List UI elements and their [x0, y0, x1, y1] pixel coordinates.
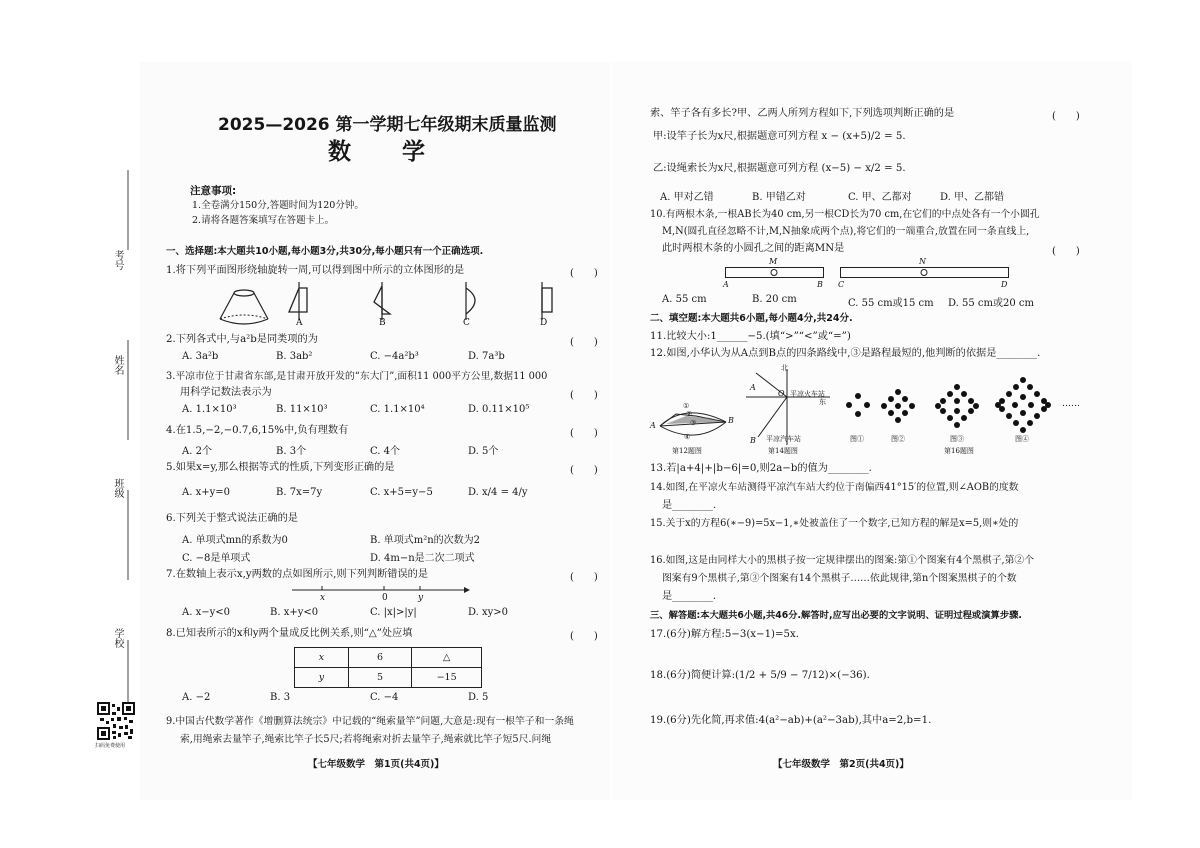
q8-cell-x-2: △ [412, 648, 482, 668]
q8-answer-paren: ( ) [570, 631, 598, 642]
q16-line3: 是________. [662, 591, 717, 602]
q7-axis-x: x [320, 593, 326, 603]
q9-line2: 索,用绳索去量竿子,绳索比竿子长5尺;若将绳索对折去量竿子,绳索就比竿子短5尺.问绳 [180, 734, 552, 745]
fig12-route-1: ① [683, 402, 690, 410]
q5-option-a: A. x+y=0 [182, 487, 230, 498]
q10-label-b: B [817, 280, 823, 289]
fig16-caption-3: 图③ [950, 435, 964, 443]
q1-label-b: B [379, 318, 386, 328]
margin-kaohao: 考号 [112, 250, 123, 270]
q3-option-a: A. 1.1×10³ [182, 404, 237, 415]
q9-yi: 乙:设绳索长为x尺,根据题意可列方程 (x−5) − x/2 = 5. [653, 163, 906, 174]
q1-label-a: A [296, 318, 303, 328]
q4-option-c: C. 4个 [370, 446, 401, 457]
q2-option-a: A. 3a²b [182, 351, 219, 362]
q6-option-a: A. 单项式mn的系数为0 [182, 535, 288, 546]
q13-stem: 13.若|a+4|+|b−6|=0,则2a−b的值为________. [650, 463, 872, 474]
q7-axis-y: y [418, 593, 424, 603]
q1-stem: 1.将下列平面图形绕轴旋转一周,可以得到图中所示的立体图形的是 [166, 265, 465, 276]
notice-item-1: 1.全卷满分150分,答题时间为120分钟。 [192, 200, 364, 211]
q8-table-row-y [295, 668, 482, 688]
notice-item-2: 2.请将各题答案填写在答题卡上。 [192, 215, 335, 226]
q8-cell-x-label: x [295, 648, 349, 668]
q7-option-c: C. |x|>|y| [370, 607, 417, 618]
qr-caption: 扫码免费使用 [95, 743, 126, 749]
q6-option-b: B. 单项式m²n的次数为2 [370, 535, 480, 546]
q5-option-b: B. 7x=7y [276, 487, 323, 498]
qr-code[interactable] [97, 702, 135, 740]
q5-option-c: C. x+5=y−5 [370, 487, 433, 498]
q2-stem: 2.下列各式中,与a²b是同类项的为 [166, 334, 318, 345]
q4-option-a: A. 2个 [182, 446, 212, 457]
fig16-pattern-2 [881, 389, 915, 423]
q10-line1: 10.有两根木条,一根AB长为40 cm,另一根CD长为70 cm,在它们的中点处各有一个小圆孔 [650, 209, 1040, 220]
q9-option-c: C. 甲、乙都对 [848, 192, 912, 203]
q10-option-c: C. 55 cm或15 cm [848, 298, 934, 309]
q10-label-d: D [1001, 280, 1008, 289]
q7-option-a: A. x−y<0 [182, 607, 230, 618]
q5-option-d: D. x/4 = 4/y [468, 487, 528, 498]
fig14-station-a: 平凉火车站 [790, 390, 825, 398]
q4-option-b: B. 3个 [276, 446, 307, 457]
q9-line3: 索、竿子各有多长?甲、乙两人所列方程如下,下列选项判断正确的是 [650, 108, 955, 119]
footer-page-1: 【七年级数学 第1页(共4页)】 [308, 759, 444, 770]
footer-page-2: 【七年级数学 第2页(共4页)】 [773, 759, 909, 770]
q17-stem: 17.(6分)解方程:5−3(x−1)=5x. [650, 629, 800, 640]
q1-frustum-figure [214, 285, 274, 327]
q10-label-n: N [919, 257, 926, 266]
q19-stem: 19.(6分)先化简,再求值:4(a²−ab)+(a²−3ab),其中a=2,b=1. [650, 715, 932, 726]
q10-option-d: D. 55 cm或20 cm [948, 298, 1034, 309]
q3-option-d: D. 0.11×10⁵ [468, 404, 530, 415]
q8-option-b: B. 3 [270, 692, 291, 703]
q7-stem: 7.在数轴上表示x,y两数的点如图所示,则下列判断错误的是 [166, 569, 429, 580]
fig16-pattern-4 [995, 377, 1051, 433]
q8-cell-y-1: 5 [348, 668, 411, 688]
q5-answer-paren: ( ) [570, 465, 598, 476]
fig16-caption-2: 图② [891, 435, 905, 443]
q6-option-c: C. −8是单项式 [182, 553, 251, 564]
q1-answer-paren: ( ) [570, 268, 598, 279]
notice-heading: 注意事项: [190, 185, 237, 197]
q2-option-c: C. −4a²b³ [370, 351, 419, 362]
q4-option-d: D. 5个 [468, 446, 499, 457]
fig12-route-4: ④ [684, 433, 691, 441]
q1-label-d: D [540, 318, 548, 328]
exam-subject: 数 学 [328, 139, 439, 165]
margin-xuexiao: 学校 [112, 628, 123, 648]
fig14-north: 北 [781, 364, 788, 372]
fig14-label-a: A [750, 383, 756, 392]
q7-axis-zero: 0 [382, 593, 388, 603]
fig16-pattern-1 [846, 393, 870, 417]
fig12-caption: 第12题图 [672, 447, 702, 455]
q1-label-c: C [463, 318, 470, 328]
q16-line2: 图案有9个黑棋子,第③个图案有14个黑棋子……依此规律,第n个图案黑棋子的个数 [662, 573, 1017, 584]
q9-option-b: B. 甲错乙对 [752, 192, 806, 203]
q7-option-d: D. xy>0 [468, 607, 509, 618]
fig12-route-3: ③ [690, 419, 697, 427]
q14-line2: 是________. [662, 500, 717, 511]
q10-stick-ab [725, 267, 825, 279]
q4-answer-paren: ( ) [570, 428, 598, 439]
fig14-label-b: B [750, 436, 756, 445]
q8-option-d: D. 5 [468, 692, 489, 703]
q9-option-d: D. 甲、乙都错 [940, 192, 1005, 203]
section-2-heading: 二、填空题:本大题共6小题,每小题4分,共24分. [650, 313, 853, 324]
q6-stem: 6.下列关于整式说法正确的是 [166, 513, 298, 524]
q2-option-d: D. 7a³b [468, 351, 505, 362]
margin-fill-lines [127, 130, 129, 730]
q10-label-m: M [769, 257, 778, 266]
q8-table [294, 647, 482, 688]
margin-xingming: 姓名 [112, 355, 123, 375]
fig16-caption-1: 图① [850, 435, 864, 443]
q3-option-c: C. 1.1×10⁴ [370, 404, 425, 415]
section-3-heading: 三、解答题:本大题共6小题,共46分.解答时,应写出必要的文字说明、证明过程或演算步骤. [650, 610, 1022, 621]
q12-stem: 12.如图,小华认为从A点到B点的四条路线中,③是路程最短的,他判断的依据是________. [650, 348, 1041, 359]
q9-answer-paren: ( ) [1052, 111, 1080, 122]
fig12-label-b: B [728, 416, 734, 425]
q8-option-a: A. −2 [182, 692, 211, 703]
exam-title: 2025—2026 第一学期七年级期末质量监测 [218, 115, 557, 135]
q8-cell-x-1: 6 [348, 648, 411, 668]
q3-stem-line1: 3.平凉市位于甘肃省东部,是甘肃开放开发的“东大门”,面积11 000平方公里,数据11 000 [166, 371, 548, 382]
section-1-heading: 一、选择题:本大题共10小题,每小题3分,共30分,每小题只有一个正确选项. [166, 246, 484, 257]
q10-label-c: C [838, 280, 845, 289]
q4-stem: 4.在1.5,−2,−0.7,6,15%中,负有理数有 [166, 425, 349, 436]
q8-cell-y-label: y [295, 668, 349, 688]
q15-stem: 15.关于x的方程6(∗−9)=5x−1,∗处被盖住了一个数字,已知方程的解是x=5,则∗处的 [650, 518, 1019, 529]
q2-option-b: B. 3ab² [276, 351, 313, 362]
fig14-east: 东 [819, 398, 826, 406]
q7-option-b: B. x+y<0 [270, 607, 319, 618]
q9-jia: 甲:设竿子长为x尺,根据题意可列方程 x − (x+5)/2 = 5. [653, 131, 906, 142]
q10-option-b: B. 20 cm [752, 294, 797, 305]
q16-line1: 16.如图,这是由同样大小的黑棋子按一定规律摆出的图案:第①个图案有4个黑棋子,第②个 [650, 555, 1035, 566]
q11-stem: 11.比较大小:1______−5.(填“>”“<”或“=”) [650, 331, 851, 342]
fig16-caption: 第16题图 [944, 447, 974, 455]
fig16-pattern-3 [935, 384, 979, 428]
fig14-caption: 第14题图 [768, 447, 798, 455]
fig16-ellipsis: …… [1062, 399, 1080, 409]
q8-table-row-x [295, 648, 482, 668]
q3-option-b: B. 11×10³ [276, 404, 328, 415]
q5-stem: 5.如果x=y,那么根据等式的性质,下列变形正确的是 [166, 462, 395, 473]
q10-line2: M,N(圆孔直径忽略不计,M,N抽象成两个点),将它们的一端重合,放置在同一条直线上, [662, 226, 1030, 237]
q9-option-a: A. 甲对乙错 [660, 192, 714, 203]
fig14-station-b: 平凉汽车站 [766, 435, 801, 443]
fig16-caption-4: 图④ [1015, 435, 1029, 443]
q10-option-a: A. 55 cm [662, 294, 707, 305]
margin-banji: 班级 [112, 478, 123, 498]
q9-line1: 9.中国古代数学著作《增删算法统宗》中记载的“绳索量竿”问题,大意是:现有一根竿子和一条绳 [166, 716, 574, 727]
q8-cell-y-2: −15 [412, 668, 482, 688]
q10-label-a: A [723, 280, 729, 289]
q10-answer-paren: ( ) [1052, 246, 1080, 257]
q18-stem: 18.(6分)简便计算:(1/2 + 5/9 − 7/12)×(−36). [650, 670, 870, 681]
q7-answer-paren: ( ) [570, 572, 598, 583]
q3-answer-paren: ( ) [570, 390, 598, 401]
q10-line3: 此时两根木条的小圆孔之间的距离MN是 [662, 243, 845, 254]
q6-option-d: D. 4m−n是二次二项式 [370, 553, 475, 564]
q10-stick-cd [840, 267, 1010, 279]
q14-line1: 14.如图,在平凉火车站测得平凉汽车站大约位于南偏西41°15′的位置,则∠AOB的度数 [650, 482, 1019, 493]
fig14-label-o: O [778, 389, 785, 398]
q2-answer-paren: ( ) [570, 337, 598, 348]
q3-stem-line2: 用科学记数法表示为 [180, 387, 272, 398]
q8-stem: 8.已知表所示的x和y两个量成反比例关系,则“△”处应填 [166, 628, 413, 639]
fig12-route-2: ② [686, 410, 693, 418]
q8-option-c: C. −4 [370, 692, 399, 703]
fig12-label-a: A [650, 421, 656, 430]
